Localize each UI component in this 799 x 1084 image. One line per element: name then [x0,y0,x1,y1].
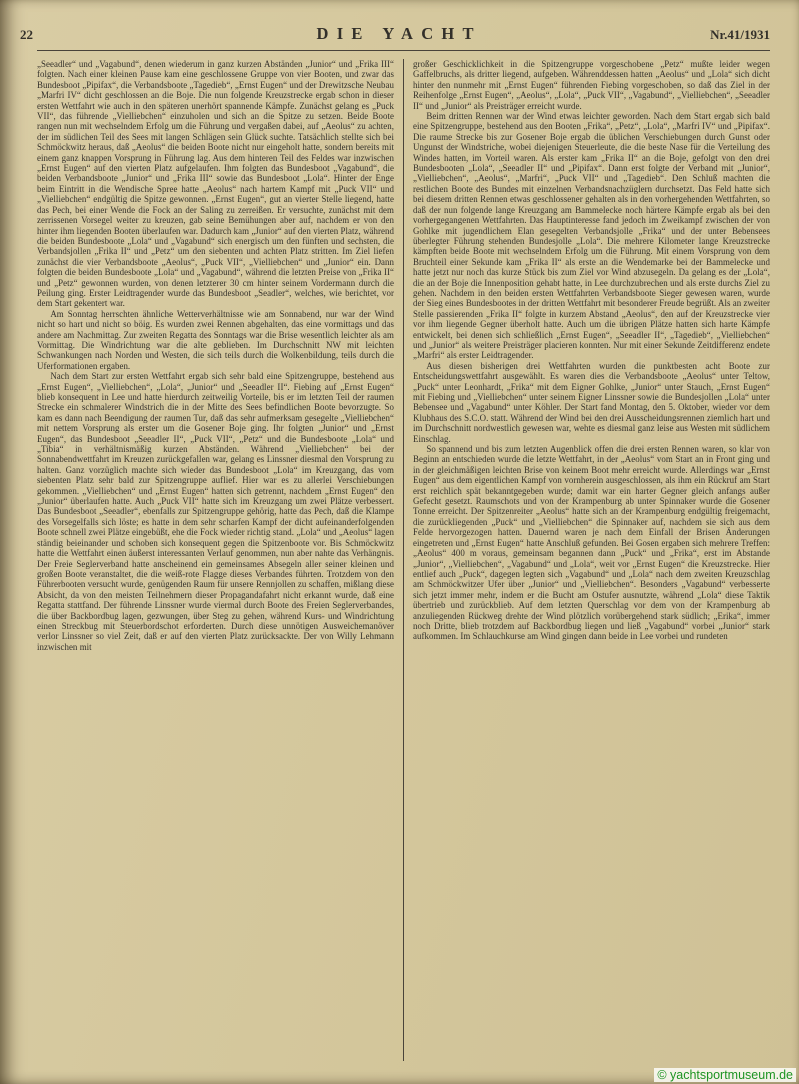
paragraph: So spannend und bis zum letzten Augenblick offen die drei ersten Rennen waren, so klar von Beginn an entschieden wurde die letzte Wettfahrt, in der „Aeolus“ vom Start an in Front ging und in der gleichmäßigen leichten Brise von keinem Boot mehr erreicht wurde. Allerdings war „Ernst Eugen“ aus dem eigentlichen Kampf von vornherein ausgeschlossen, als ihm ein Rückruf am Start erst reichlich spät bekanntgegeben wurde; damit war ein harter Gegner gleich anfangs außer Gefecht gesetzt. Raumschots und von der Krampenburg ab unter Spinnaker wurde die Gosener Tonne erreicht. Der Spitzenreiter „Aeolus“ hatte sich an der Krampenburg endgültig freigemacht, die zurückliegenden „Puck“ und „Vielliebchen“ die Spinnaker auf, nachdem sie sich aus dem Felde hervorgezogen hatten. Dauernd waren je nach dem Einfall der Brisen Änderungen eingetreten und „Ernst Eugen“ hatte Anschluß gefunden. Bei Gosen ergaben sich mehrere Treffen: „Aeolus“ 400 m voraus, gemeinsam begannen dann „Puck“ und „Frika“, erst im Abstande „Junior“, „Vielliebchen“, „Vagabund“ und „Lola“, weit vor „Ernst Eugen“ die Kreuzstrecke. Hier entlief auch „Puck“, dagegen legten sich „Vagabund“ und „Lola“ nach dem zweiten Kreuzschlag am Schmöckwitzer Ufer über „Junior“ und „Vielliebchen“. Besonders „Vagabund“ verbesserte sich jetzt immer mehr, indem er die Bucht am Ostufer ausnutzte, während „Lola“ diese Taktik übertrieb und zurückblieb. Auf dem letzten Querschlag vor dem von der Krampenburg ab anzuliegenden Rückweg drehte der Wind plötzlich vorübergehend stark südlich; „Erika“, immer noch Dritte, blieb trotzdem auf Backbordbug liegen und ließ „Vagabund“ vorbei „Junior“ stark aufkommen. Im Schlauchkurse am Wind gingen dann beide in Lee vorbei und rundeten [413,444,770,642]
left-column [37,59,403,1061]
paragraph: „Seeadler“ und „Vagabund“, denen wiederum in ganz kurzen Abständen „Junior“ und „Frika III“ folgten. Nach einer kleinen Pause kam eine geschlossene Gruppe von vier Booten, und zwar das Bundesboot „Pipifax“, die Verbandsboote „Tagedieb“, „Ernst Eugen“ und der Drewitzsche Neubau „Marfri IV“ dicht geschlossen an die Boje. Die nun folgende Kreuzstrecke ergab schon in dieser ersten Wettfahrt wie auch in den späteren unerhört spannende Kämpfe. Zunächst gelang es „Puck VII“, das führende „Vielliebchen“ einzuholen und sich an die Spitze zu setzen. Beide Boote rangen nun mit wechselndem Erfolg um die Führung und vergaßen dabei, auf „Aeolus“ zu achten, der im südlichen Teil des Sees mit langen Schlägen sein Glück suchte. Tatsächlich stellte sich bei Schmöckwitz heraus, daß „Aeolus“ die beiden Boote nicht nur eingeholt hatte, sondern bereits mit einem ganz knappen Vorsprung in Führung lag. Aus dem hinteren Teil des Feldes war inzwischen „Ernst Eugen“ auf den vierten Platz aufgelaufen. Ihm folgten das Bundesboot „Vagabund“, die beiden Verbandsboote „Junior“ und „Frika III“ sowie das Bundesboot „Lola“. Hinter der Enge beim Eintritt in die Wendische Spree hatte „Aeolus“ nach hartem Kampf mit „Puck VII“ und „Vielliebchen“ endgültig die Spitze gewonnen. „Ernst Eugen“, gut an vierter Stelle liegend, hatte das Pech, bei einer Wende die Fock an der Saling zu zerreißen. Er versuchte, zunächst mit dem zerrissenen Vorsegel weiter zu kreuzen, gab seine Bemühungen aber auf, nachdem er von den hinter ihm liegenden Booten überlaufen war. Dadurch kam „Junior“ auf den vierten Platz, während die beiden Bundesboote „Lola“ und „Vagabund“ sich energisch um den fünften und sechsten, die Verbandsjollen „Frika II“ und „Petz“ um den siebenten und achten Platz stritten. Im Ziel liefen zunächst die vier Verbandsboote „Aeolus“, „Puck VII“, „Vielliebchen“ und „Junior“ ein. Dann folgten die beiden Bundesboote „Lola“ und „Vagabund“, während die letzten Preise von „Frika II“ und „Petz“ gewonnen wurden, von denen letzterer 30 cm hinter seinem Vordermann durch die Peilung ging. Erster Leidtragender wurde das Bundesboot „Seadler“, welches, wie berichtet, vor dem Start gekentert war. [37,59,394,309]
paragraph: Nach dem Start zur ersten Wettfahrt ergab sich sehr bald eine Spitzengruppe, bestehend aus „Ernst Eugen“, „Vielliebchen“, „Lola“, „Junior“ und „Seeadler II“. Fiebing auf „Ernst Eugen“ blieb konsequent in Lee und hatte hierdurch zeitweilig Vorteile, bis er im letzten Teil der raumen Strecke ein schmalerer Windstrich die in der Mitte des Sees befindlichen Boote bevorzugte. So kam es dann nach Beendigung der raumen Tur, daß das sehr aufmerksam gesegelte „Vielliebchen“ mit nettem Vorsprung als erster um die Gosener Boje ging. Ihr folgten „Junior“ und „Ernst Eugen“, das Bundesboot „Seeadler II“, „Puck VII“, „Petz“ und die Bundesboote „Lola“ und „Tibia“ in verhältnismäßig kurzen Abständen. Während „Vielliebchen“ bei der Sonnabendwettfahrt im Kreuzen zurückgefallen war, gelang es Linssner diesmal den Vorsprung zu halten. Ganz vorzüglich machte sich wieder das Bundesboot „Lola“ im Kreuzgang, das vom siebenten Platz sehr bald zur Spitzengruppe auflief. Hier war es zu allerlei Verschiebungen gekommen. „Vielliebchen“ und „Ernst Eugen“ hatten sich getrennt, nachdem „Ernst Eugen“ den „Junior“ überlaufen hatte. Auch „Puck VII“ hatte sich im Kreuzgang um zwei Plätze verbessert. Das Bundesboot „Seeadler“, ebenfalls zur Spitzengruppe gehörig, hatte das Pech, daß die Klampe des Vorsegelfalls sich löste; es hatte in dem sehr scharfen Kampf der dicht aufeinanderfolgenden Boote schnell zwei Plätze eingebüßt, ehe die Fock wieder richtig stand. „Lola“ und „Aeolus“ lagen ständig beieinander und schoben sich konsequent gegen die Spitzenboote vor. Bis Schmöckwitz hatte die Wettfahrt einen äußerst interessanten Verlauf genommen, nun aber nahte das Verhängnis. Der Freie Seglerverband hatte anscheinend ein gemeinsames Absegeln aller seiner kleinen und großen Boote veranstaltet, die die weiß-rote Flagge dieses Verbandes führten. Trotzdem von den Führerbooten versucht wurde, genügenden Raum für unsere Rennjollen zu schaffen, mißlang diese Absicht, da von den meisten Teilnehmern dieser Propagandafahrt nicht erkannt wurde, daß eine Regatta stattfand. Der führende Linssner wurde viermal durch Boote des Freien Seglerverbandes, die über Backbordbug lagen, gezwungen, über Steg zu gehen, während Kurs- und Windrichtung einen Streckbug mit Steuerbordschot erforderten. Durch diese unnötigen Ausweichemanöver verlor Linssner so viel Zeit, daß er auf den vierten Platz zurücksackte. Der von Willy Lehmann inzwischen mit [37,371,394,652]
watermark: © yachtsportmuseum.de [654,1068,796,1082]
right-column [403,59,770,1061]
paragraph: Aus diesen bisherigen drei Wettfahrten wurden die punktbesten acht Boote zur Entscheidungswettfahrt ausgewählt. Es waren dies die Verbandsboote „Aeolus“ unter Teltow, „Puck“ unter Leonhardt, „Frika“ mit dem Eigner Gohlke, „Junior“ unter Stauch, „Ernst Eugen“ mit Fiebing und „Vielliebchen“ unter seinem Eigner Linssner sowie die Bundesjollen „Lola“ unter Bebensee und „Vagabund“ unter Köhler. Der Start fand Montag, den 5. Oktober, wieder vor dem Klubhaus des S.C.O. statt. Während der Wind bei den drei Ausscheidungsrennen ziemlich hart und im Durchschnitt nordwestlich gewesen war, wehte es diesmal ganz leise aus Westen mit südlichem Einschlag. [413,360,770,444]
page-header [0,0,799,50]
paragraph: großer Geschicklichkeit in die Spitzengruppe vorgeschobene „Petz“ mußte leider wegen Gaffelbruchs, als dritter liegend, aufgeben. Währenddessen hatten „Aeolus“ und „Lola“ sich dicht hinter den nunmehr mit „Ernst Eugen“ führenden Fiebing vorgeschoben, so daß das Ziel in der Reihenfolge „Ernst Eugen“, „Aeolus“, „Lola“, „Puck VII“, „Vagabund“, „Vielliebchen“, „Seeadler II“ und „Junior“ als Preisträger erreicht wurde. [413,59,770,111]
paragraph: Beim dritten Rennen war der Wind etwas leichter geworden. Nach dem Start ergab sich bald eine Spitzengruppe, bestehend aus den Booten „Frika“, „Petz“, „Lola“, „Marfri IV“ und „Pipifax“. Die raume Strecke bis zur Gosener Boje ergab die üblichen Verschiebungen durch Gunst oder Ungunst der Windstriche, wobei diejenigen Steuerleute, die die beste Nase für die Verteilung des Windes hatten, im Vorteil waren. Als erster kam „Frika II“ an die Boje, gefolgt von den drei Bundesbooten „Lola“, „Seeadler II“ und „Pipifax“. Dann erst folgte der Verband mit „Junior“, „Vielliebchen“, „Aeolus“, „Marfri“, „Puck VII“ und „Tagedieb“. Den Schluß machten die restlichen Boote des Bundes mit einzelnen Verbandsnachzüglern durchsetzt. Das Feld hatte sich bei diesem dritten Rennen etwas geschlossener gehalten als in den vorhergehenden Wettfahrten, so daß der nun folgende lange Kreuzgang am Bammelecke noch härtere Kämpfe ergab als bei den vorhergegangenen Wettfahrten. Das Hauptinteresse fand jedoch im Zweikampf zwischen der von Gohlke mit jugendlichem Elan gesegelten Verbandsjolle „Frika“ und der unter Bebensees überlegter Führung stehenden Bundesjolle „Lola“. Die mehrere Kilometer lange Kreuzstrecke kämpften beide Boote mit wechselndem Erfolg um die Führung. Mit einem Vorsprung von dem Bruchteil einer Sekunde kam „Frika II“ als erste an die Wendemarke bei der Bammelecke und hatte jetzt nur noch das kurze Stück bis zum Ziel vor Wind abzusegeln. Da gelang es der „Lola“, die an der Boje die Innenposition gehabt hatte, in Lee durchzubrechen und als erste durchs Ziel zu gehen. Nachdem in den beiden ersten Wettfahrten Verbandsboote Sieger gewesen waren, wurde der Sieg eines Bundesbootes in der dritten Wettfahrt mit besonderer Freude begrüßt. Als an zweiter Stelle passierenden „Frika II“ folgte in kurzem Abstand „Aeolus“, den auf der Kreuzstrecke vier vor ihm liegende Gegner überholt hatte. Auch um die übrigen Plätze hatten sich harte Kämpfe entwickelt, bei denen sich schließlich „Ernst Eugen“, „Seeadler II“, „Tagedieb“, „Vielliebchen“ und „Junior“ als weitere Preisträger placieren konnten. Nur mit einer Sekunde Zeitdifferenz endete „Marfri“ als erster Leidtragender. [413,111,770,361]
magazine-title: DIE YACHT [316,24,482,43]
header-rule [37,50,770,51]
page-number: 22 [20,27,33,42]
paragraph: Am Sonntag herrschten ähnliche Wetterverhältnisse wie am Sonnabend, nur war der Wind nicht so hart und nicht so böig. Es wurden zwei Rennen abgehalten, das eine vormittags und das andere am Nachmittag. Zur zweiten Regatta des Sonntags war die Brise wesentlich leichter als am Vormittag. Die Windrichtung war die alte geblieben. Im Durchschnitt NW mit leichten Schwankungen nach Norden und Westen, die sich teils durch die Wolkenbildung, teils durch die Uferformationen ergaben. [37,308,394,371]
issue-number: Nr.41/1931 [710,27,770,42]
article-body [37,59,770,1061]
